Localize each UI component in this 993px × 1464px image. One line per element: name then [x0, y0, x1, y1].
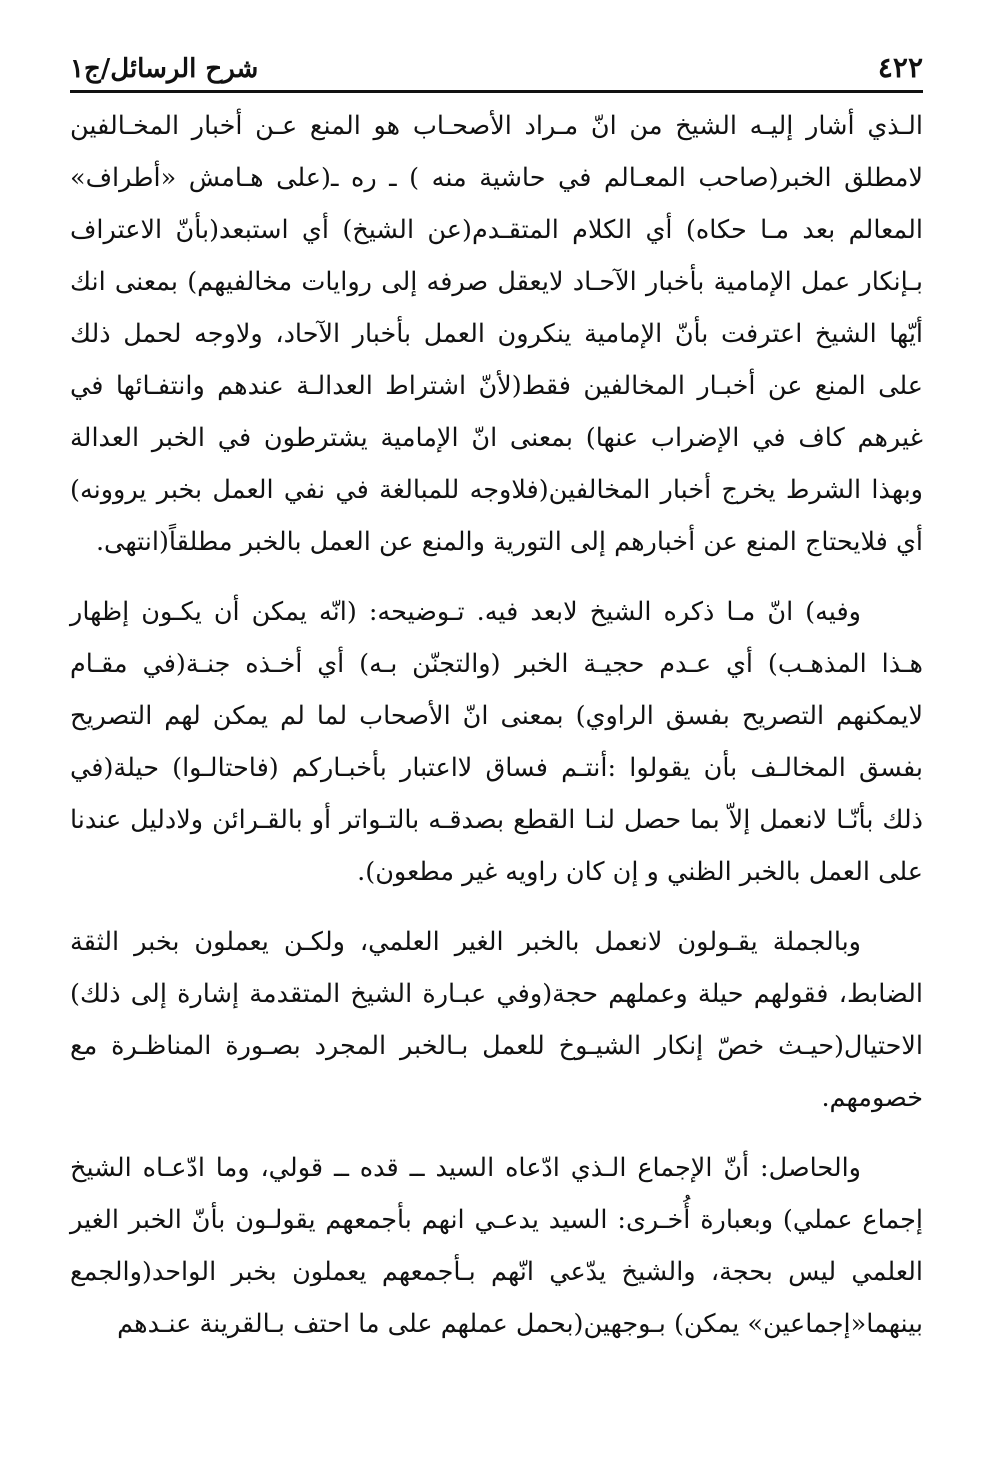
page-number: ٤٢٢	[877, 51, 923, 84]
paragraph-2: وفيه) انّ مـا ذكره الشيخ لابعد فيه. تـوضيحه: (انّه يمكن أن يكـون إظهار هـذا المذهـب) أي عـدم حجيـة الخبر (والتجنّن بـه) أي أخـذه جنـة(في مقـام لايمكنهم التصريح بفسق الراوي) بمعنى انّ الأصحاب لما لم يمكن لهم التصريح بفسق المخالـف بأن يقولوا :أنتـم فساق لااعتبار بأخبـاركم (فاحتالـوا) حيلة(في ذلك بأنّـا لانعمل إلاّ بما حصل لنـا القطع بصدقـه بالتـواتر أو بالقـرائن ولادليل عندنا على العمل بالخبر الظني و إن كان راويه غير مطعون).	[70, 597, 923, 887]
page-header	[70, 36, 923, 93]
paragraph-3: وبالجملة يقـولون لانعمل بالخبر الغير العلمي، ولكـن يعملون بخبر الثقة الضابط، فقولهم حيلة وعملهم حجة(وفي عبـارة الشيخ المتقدمة إشارة إلى ذلك) الاحتيال(حيـث خصّ إنكار الشيـوخ للعمل بـالخبر المجرد بصـورة المناظـرة مع خصومهم.	[70, 927, 923, 1113]
paragraph-4: والحاصل: أنّ الإجماع الـذي ادّعاه السيد ــ قده ــ قولي، وما ادّعـاه الشيخ إجماع عملي) وبعبارة أُخـرى: السيد يدعـي انهم بأجمعهم يقولـون بأنّ الخبر الغير العلمي ليس بحجة، والشيخ يدّعي انّهم بـأجمعهم يعملون بخبر الواحد(والجمع بينهما«إجماعين» يمكن) بـوجهين(بحمل عملهم على ما احتف بـالقرينة عنـدهم	[70, 1153, 923, 1339]
running-title: شرح الرسائل/ج١	[70, 54, 259, 84]
body-text	[70, 100, 923, 1368]
paragraph-1: الـذي أشار إليـه الشيخ من انّ مـراد الأصحـاب هو المنع عـن أخبار المخـالفين لامطلق الخبر(صاحب المعـالم في حاشية منه ) ـ ره ـ(على هـامش «أطراف» المعالم بعد مـا حكاه) أي الكلام المتقـدم(عن الشيخ) أي استبعد(بأنّ الاعتراف بـإنكار عمل الإمامية بأخبار الآحـاد لايعقل صرفه إلى روايات مخالفيهم) بمعنى انك أيّها الشيخ اعترفت بأنّ الإمامية ينكرون العمل بأخبار الآحاد، ولاوجه لحمل ذلك على المنع عن أخبـار المخالفين فقط(لأنّ اشتراط العدالـة عندهم وانتفـائها في غيرهم كاف في الإضراب عنها) بمعنى انّ الإمامية يشترطون في الخبر العدالة وبهذا الشرط يخرج أخبار المخالفين(فلاوجه للمبالغة في نفي العمل بخبر يروونه) أي فلايحتاج المنع عن أخبارهم إلى التورية والمنع عن العمل بالخبر مطلقاً(انتهى.	[70, 111, 923, 557]
